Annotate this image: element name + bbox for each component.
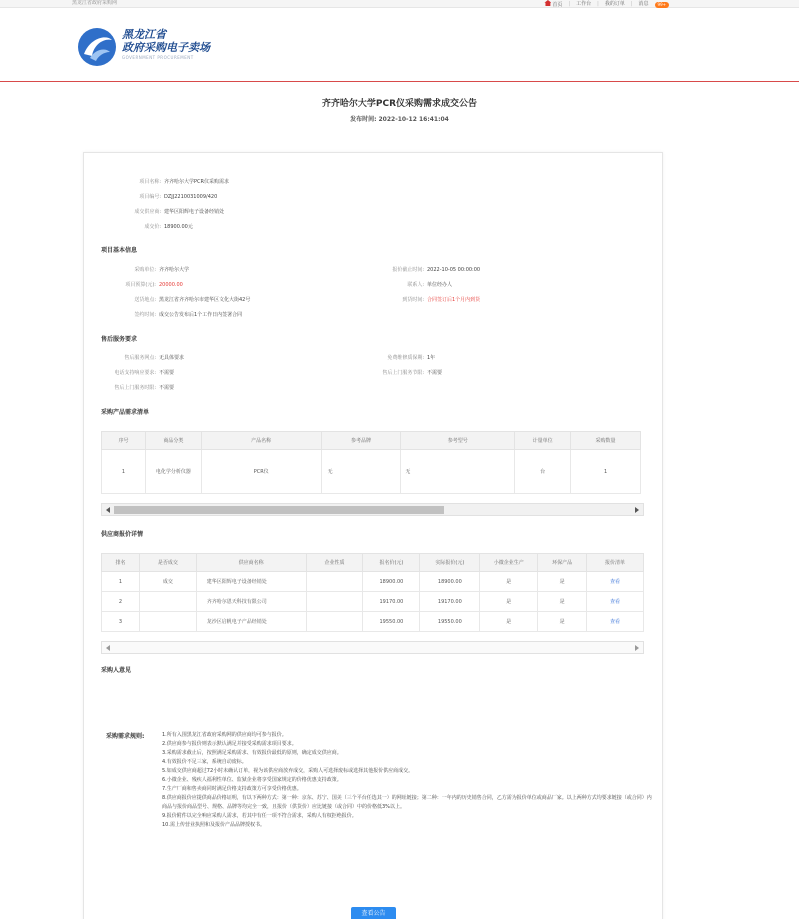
list-item: 2.供应商参与报价则表示默认满足并接受采购需求项目要求。 xyxy=(162,741,297,747)
budget: 项目预算(元): 20000.00 xyxy=(125,282,183,288)
quotes-table xyxy=(101,553,644,632)
contact: 联系人: 单位经办人 xyxy=(407,282,453,288)
col-header: 采购数量 xyxy=(571,432,641,450)
page-title: 齐齐哈尔大学PCR仪采购需求成交公告 xyxy=(321,99,478,109)
list-item: 10.需上传营业执照和及报价产品品牌授权书。 xyxy=(162,822,265,828)
logo-title-1: 黑龙江省 xyxy=(122,28,166,41)
col-header: 计量单位 xyxy=(515,432,571,450)
col-header: 供应商名称 xyxy=(196,554,306,572)
summary-supplier: 成交供应商: 建华区阳辉电子设备经销处 xyxy=(134,209,225,215)
warranty: 免费维修质保期: 1年 xyxy=(387,355,436,361)
col-header: 报名价(元) xyxy=(363,554,420,572)
products-hscrollbar[interactable] xyxy=(101,503,644,516)
quote-deadline: 报价截止时间: 2022-10-05 00:00:00 xyxy=(392,267,481,273)
list-item: 3.采购需求截止后，按照满足采购需求、有效报价最低的原则，确定成交供应商。 xyxy=(162,750,342,756)
table-row: 2 齐齐哈尔恩天科技有限公司 19170.00 19170.00 是 是 查看 xyxy=(102,592,644,612)
list-item: 1.所有入围黑龙江省政府采购网的供应商均可参与报价。 xyxy=(162,732,287,738)
summary-project-number: 项目编号: DZJJ2210031009/420 xyxy=(139,194,218,200)
logo-title-2: 政府采购电子卖场 xyxy=(122,41,210,54)
scroll-right-icon[interactable] xyxy=(635,507,639,513)
summary-price: 成交价: 18900.00元 xyxy=(144,224,193,230)
col-header: 参考品牌 xyxy=(321,432,401,450)
products-header-row xyxy=(102,432,641,450)
section-quotes: 供应商报价详情 xyxy=(101,531,144,538)
view-quote-link[interactable]: 查看 xyxy=(587,612,644,632)
scroll-thumb[interactable] xyxy=(114,506,444,514)
logo-text xyxy=(122,28,210,61)
section-after-sales: 售后服务要求 xyxy=(101,336,138,343)
col-header: 实际报价(元) xyxy=(420,554,480,572)
workbench-link[interactable]: 工作台 xyxy=(576,1,592,7)
products-table xyxy=(101,431,641,494)
logo-icon[interactable] xyxy=(76,26,118,68)
col-header: 小微企业生产 xyxy=(480,554,538,572)
col-header: 是否成交 xyxy=(139,554,196,572)
arrival-time: 到货时间: 合同签订后1个月内到货 xyxy=(402,297,481,303)
col-header: 环保产品 xyxy=(538,554,587,572)
phone-support: 电话支持响应要求: 不需要 xyxy=(114,370,175,376)
section-products: 采购产品需求清单 xyxy=(101,409,150,416)
col-header: 报价清单 xyxy=(587,554,644,572)
col-header: 序号 xyxy=(102,432,146,450)
home-icon xyxy=(544,0,551,6)
summary-project-name: 项目名称: 齐齐哈尔大学PCR仪采购需求 xyxy=(139,179,229,185)
col-header: 产品名称 xyxy=(201,432,321,450)
col-header: 排名 xyxy=(102,554,140,572)
message-count-badge: 99+ xyxy=(655,2,669,8)
sign-time: 签约时间: 成交公告发布后1个工作日内签署合同 xyxy=(134,312,243,318)
onsite-time-limit: 售后上门服务时限: 不需要 xyxy=(114,385,175,391)
quotes-header-row xyxy=(102,554,644,572)
view-quote-link[interactable]: 查看 xyxy=(587,592,644,612)
quotes-hscrollbar[interactable] xyxy=(101,641,644,654)
scroll-left-icon[interactable] xyxy=(106,507,110,513)
col-header: 企业性质 xyxy=(306,554,363,572)
list-item: 8.供应商报价应提供商品价格证明，有以下两种方式：第一种：京东、苏宁、国美（三个平台任选其一）的网址链接；第二种：一年内的历史销售合同，乙方需为报价单位或商品厂家。以上两种方式均要求链接（或合同）内商品与报价商品型号、规格、品牌等均完全一致，且报价（供货价）应比链接（或合同）中的价格低3%以上。 xyxy=(162,795,652,810)
my-orders-link[interactable]: 我的订单 xyxy=(604,1,625,7)
table-row: 1 成交 建华区阳辉电子设备经销处 18900.00 18900.00 是 是 查看 xyxy=(102,572,644,592)
view-notice-button[interactable]: 查看公告 xyxy=(351,907,396,919)
section-purchaser-opinion: 采购人意见 xyxy=(101,667,132,674)
site-header xyxy=(0,8,799,82)
purchaser: 采购单位: 齐齐哈尔大学 xyxy=(134,267,190,273)
onsite-service: 售后上门服务节限: 不需要 xyxy=(382,370,443,376)
notice-card xyxy=(83,152,663,919)
scroll-left-icon[interactable] xyxy=(106,645,110,651)
site-name[interactable]: 黑龙江省政府采购网 xyxy=(72,0,118,6)
col-header: 参考型号 xyxy=(401,432,515,450)
home-link[interactable]: 首页 xyxy=(544,0,562,9)
messages-link[interactable]: 消息 xyxy=(638,1,649,7)
table-row: 1 电化学分析仪器 PCR仪 无 无 台 1 xyxy=(102,450,641,494)
service-outlet: 售后服务网点: 无具体要求 xyxy=(124,355,185,361)
list-item: 9.报价附件以完全响应采购人需求，若其中有任一项不符合需求，采购人有权拒绝报价。 xyxy=(162,813,357,819)
scroll-right-icon[interactable] xyxy=(635,645,639,651)
view-quote-link[interactable]: 查看 xyxy=(587,572,644,592)
list-item: 7.生产厂商和售卖商同时满足价格支持政策方可享受价格优惠。 xyxy=(162,786,302,792)
list-item: 4.有效报价不足三家，系统自动废标。 xyxy=(162,759,247,765)
delivery-address: 送货地点: 黑龙江省齐齐哈尔市建华区文化大街42号 xyxy=(134,297,251,303)
list-item: 5.如成交供应商超过72小时未确认订单，视为该供应商放弃成交，采购人可选择废标或选择其他报价供应商成交。 xyxy=(162,768,414,774)
section-basic-info: 项目基本信息 xyxy=(101,247,138,254)
logo-subtitle: GOVERNMENT PROCUREMENT xyxy=(122,55,194,60)
rules-list xyxy=(162,731,652,830)
publish-time: 发布时间: 2022-10-12 16:41:04 xyxy=(350,116,449,123)
top-bar xyxy=(0,0,799,8)
table-row: 3 龙沙区启帆电子产品经销处 19550.00 19550.00 是 是 查看 xyxy=(102,612,644,632)
list-item: 6.小微企业、残疾人福利性单位、监狱企业将享受国家规定的价格优惠支持政策。 xyxy=(162,777,342,783)
rules-title: 采购需求规则: xyxy=(106,733,145,740)
col-header: 商品分类 xyxy=(145,432,201,450)
top-links: 首页 | 工作台 | 我的订单 | 消息 99+ xyxy=(544,0,669,9)
